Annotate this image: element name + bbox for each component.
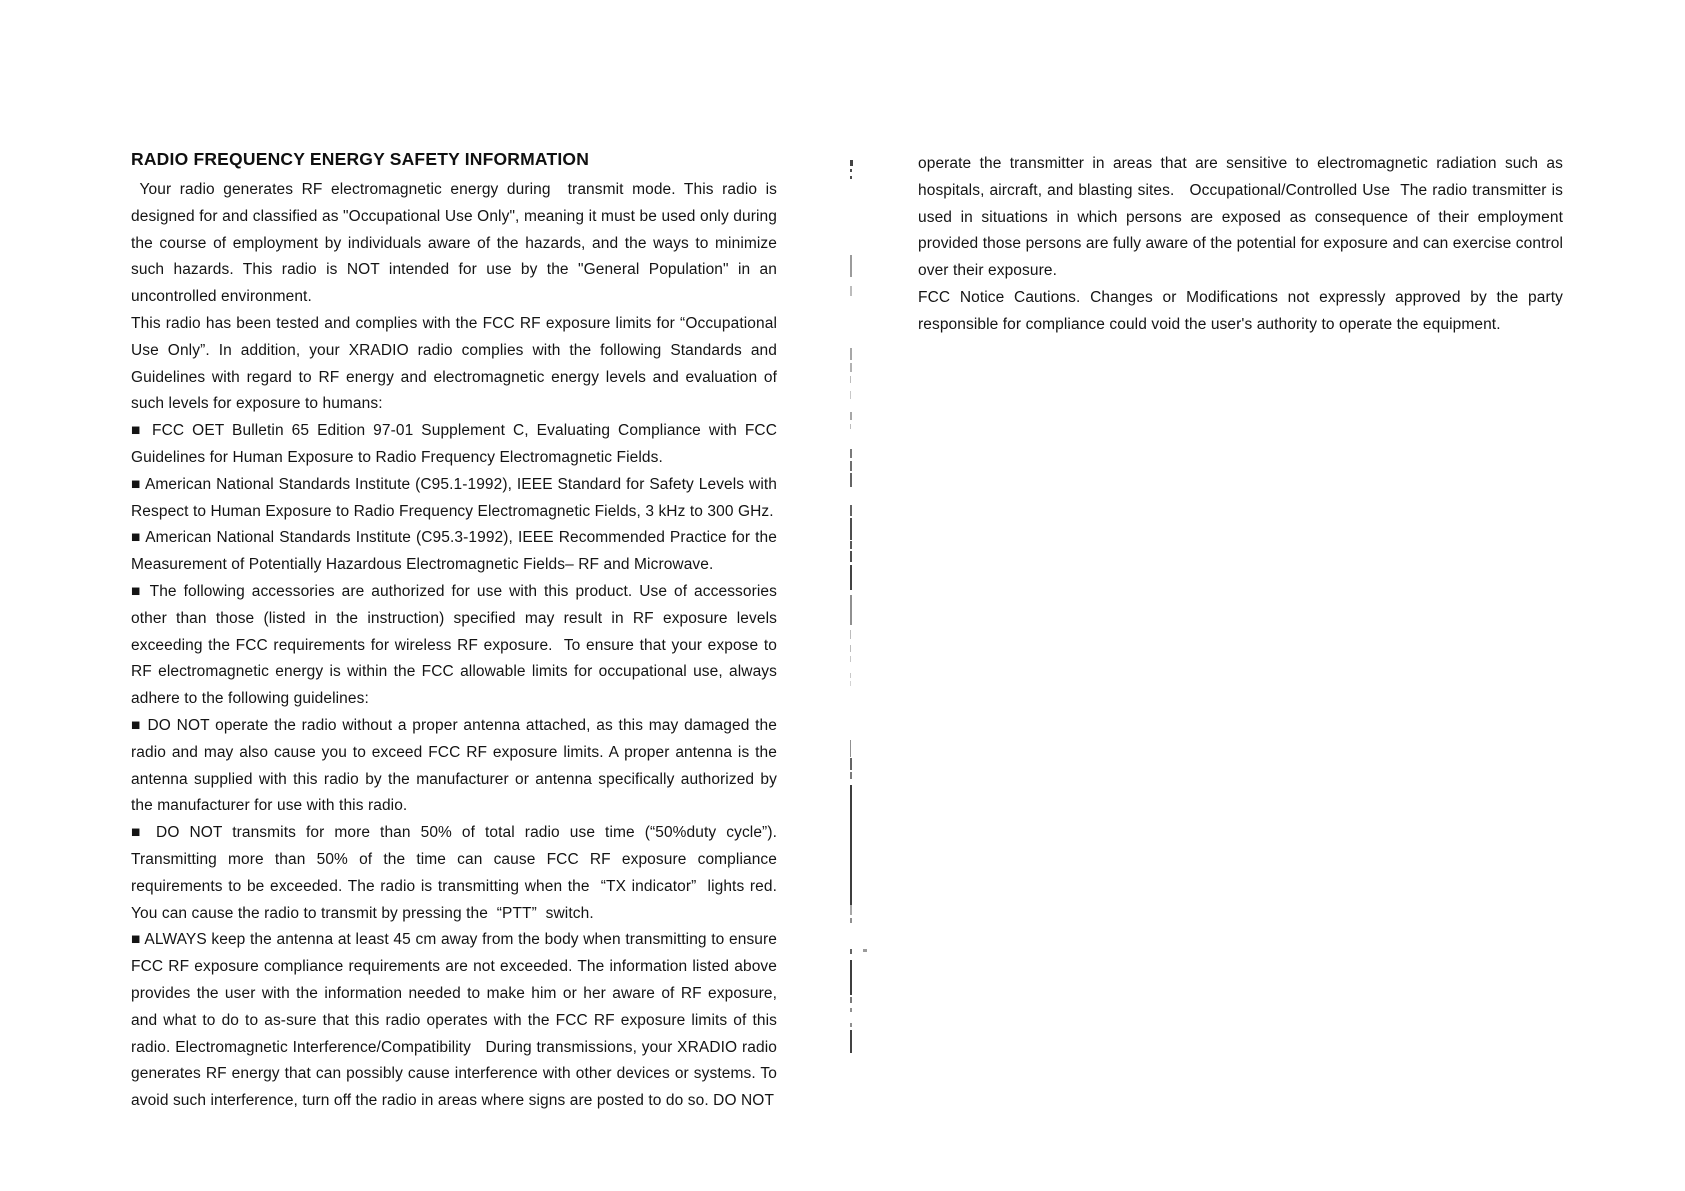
left-column bbox=[131, 149, 777, 1115]
paragraph-compliance: This radio has been tested and complies with the FCC RF exposure limits for “Occupational Use Only”. In addition, your XRADIO radio complies with the following Standards and Guidelines with regard to RF energy and electromagnetic energy levels and evaluation of such levels for exposure to humans: bbox=[131, 314, 777, 413]
fold-line-segment bbox=[850, 449, 852, 458]
page-title: RADIO FREQUENCY ENERGY SAFETY INFORMATION bbox=[131, 149, 590, 169]
right-column bbox=[918, 151, 1563, 339]
paragraph-occupational-use: operate the transmitter in areas that are sensitive to electromagnetic radiation such as hospitals, aircraft, and blasting sites. Occupational/Controlled Use The radio transmitter is used in situations in which persons are exposed as consequence of their employment provided those persons are fully aware of the potential for exposure and can exercise control over their exposure. bbox=[918, 155, 1563, 280]
fold-line-segment bbox=[850, 949, 852, 954]
fold-line-segment bbox=[850, 656, 851, 662]
bullet-fcc-oet: ■ FCC OET Bulletin 65 Edition 97-01 Supplement C, Evaluating Compliance with FCC Guidelines for Human Exposure to Radio Frequency Electromagnetic Fields. bbox=[131, 422, 777, 466]
fold-line-segment bbox=[850, 565, 852, 590]
bullet-ansi-c95-3: ■ American National Standards Institute (C95.3-1992), IEEE Recommended Practice for the Measurement of Potentially Hazardous Electromagnetic Fields– RF and Microwave. bbox=[131, 529, 777, 574]
bullet-duty-cycle: ■ DO NOT transmits for more than 50% of total radio use time (“50%duty cycle”). Transmitting more than 50% of the time can cause FCC RF exposure compliance requirements to be exceeded. The radio is transmitting when the “TX indicator” lights red. You can cause the radio to transmit by pressing the “PTT” switch. bbox=[131, 824, 777, 922]
fold-line-segment bbox=[850, 412, 852, 420]
bullet-antenna-distance: ■ ALWAYS keep the antenna at least 45 cm away from the body when transmitting to ensure FCC RF exposure compliance requirements are not exceeded. The information listed above provides the user with the information needed to make him or her aware of RF exposure, and what to do to as-sure that this radio operates with the FCC RF exposure limits of this radio. Electromagnetic Interference/Compatibility During transmissions, your XRADIO radio generates RF energy that can possibly cause interference with other devices or systems. To avoid such interference, turn off the radio in areas where signs are posted to do so. DO NOT bbox=[131, 931, 777, 1110]
fold-line-segment bbox=[850, 758, 852, 770]
fold-line-segment bbox=[850, 348, 852, 360]
fold-line-segment bbox=[850, 595, 852, 625]
fold-line-segment bbox=[850, 681, 851, 686]
fold-line-segment bbox=[850, 1030, 852, 1053]
fold-line-segment bbox=[850, 673, 851, 678]
fold-line-segment bbox=[850, 169, 852, 172]
fold-line-segment bbox=[850, 376, 851, 383]
fold-line-segment bbox=[850, 1023, 852, 1027]
fold-line-segment bbox=[850, 918, 852, 923]
fold-line-segment bbox=[850, 1008, 852, 1012]
fold-line-segment bbox=[850, 785, 852, 905]
bullet-antenna-warning: ■ DO NOT operate the radio without a proper antenna attached, as this may damaged the radio and may also cause you to exceed FCC RF exposure limits. A proper antenna is the antenna supplied with this radio by the manufacturer or antenna specifically authorized by the manufacturer for use with this radio. bbox=[131, 716, 777, 815]
fold-line-segment bbox=[850, 630, 851, 639]
fold-line-segment bbox=[850, 772, 852, 779]
paragraph-fcc-notice: FCC Notice Cautions. Changes or Modifications not expressly approved by the party responsible for compliance could void the user's authority to operate the equipment. bbox=[918, 288, 1563, 333]
fold-line-segment bbox=[850, 541, 852, 549]
fold-line-segment bbox=[850, 176, 852, 179]
fold-line-segment bbox=[850, 255, 852, 277]
fold-line-segment bbox=[850, 391, 851, 399]
fold-line-segment bbox=[850, 645, 851, 652]
fold-line-segment bbox=[850, 286, 852, 296]
fold-line-segment bbox=[850, 424, 851, 429]
paragraph-intro: Your radio generates RF electromagnetic energy during transmit mode. This radio is designed for and classified as "Occupational Use Only", meaning it must be used only during the course of employment by individuals aware of the hazards, and the ways to minimize such hazards. This radio is NOT intended for use by the "General Population" in an uncontrolled environment. bbox=[131, 181, 777, 306]
fold-line-segment bbox=[850, 740, 851, 757]
fold-line-segment bbox=[850, 518, 852, 540]
fold-line-segment bbox=[850, 473, 852, 487]
bullet-accessories: ■ The following accessories are authorized for use with this product. Use of accessories other than those (listed in the instruction) specified may result in RF exposure levels exceeding the FCC requirements for wireless RF exposure. To ensure that your expose to RF electromagnetic energy is within the FCC allowable limits for occupational use, always adhere to the following guidelines: bbox=[131, 582, 777, 708]
fold-line-segment bbox=[850, 363, 852, 372]
fold-line-segment bbox=[863, 949, 867, 952]
fold-line-segment bbox=[850, 960, 852, 995]
fold-line-segment bbox=[850, 551, 852, 562]
fold-line-segment bbox=[850, 160, 853, 166]
fold-line-segment bbox=[850, 461, 852, 471]
fold-line-segment bbox=[850, 997, 852, 1003]
bullet-ansi-c95-1: ■ American National Standards Institute (C95.1-1992), IEEE Standard for Safety Levels with Respect to Human Exposure to Radio Frequency Electromagnetic Fields, 3 kHz to 300 GHz. bbox=[131, 475, 777, 520]
fold-line-segment bbox=[850, 905, 852, 915]
fold-line-segment bbox=[850, 505, 852, 516]
